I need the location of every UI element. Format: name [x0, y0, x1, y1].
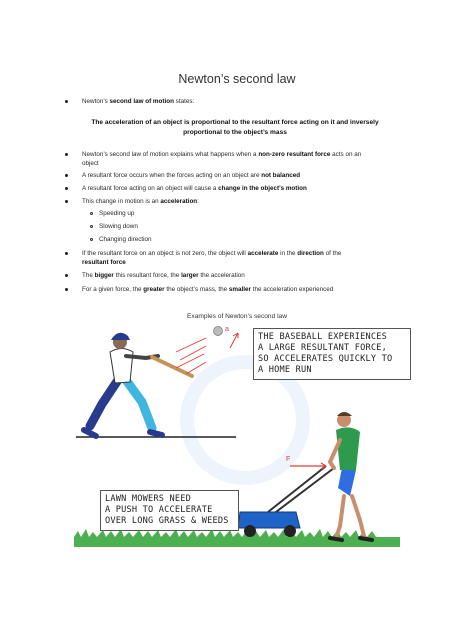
front-shoe [150, 432, 162, 435]
grass [74, 537, 400, 547]
sub-changing-direction: Changing direction [60, 235, 410, 244]
bullet-non-zero: Newton’s second law of motion explains what happens when a non-zero resultant force acts on an object [60, 150, 410, 168]
mower-wheel-back [244, 525, 256, 537]
mower-person-leg-back [336, 496, 344, 538]
figure-caption: Examples of Newton’s second law [187, 313, 287, 320]
back-shoe [84, 430, 96, 436]
acceleration-label: a [225, 326, 229, 333]
force-label: F [286, 456, 291, 463]
page-title: Newton’s second law [178, 72, 296, 86]
law-statement: The acceleration of an object is proportional to the resultant force acting on it and inversely proportional to the object’s mass [91, 119, 379, 136]
bullet-greater-mass: For a given force, the greater the object’s mass, the smaller the acceleration experienced [60, 285, 410, 294]
bullet-direction: If the resultant force on an object is not zero, the object will accelerate in the direction of the resultant force [60, 249, 410, 267]
bullet-bigger-force: The bigger this resultant force, the larger the acceleration [60, 271, 410, 280]
baseball-bat [152, 357, 192, 376]
baseball-note-box: THE BASEBALL EXPERIENCES A LARGE RESULTANT FORCE, SO ACCELERATES QUICKLY TO A HOME RUN [253, 328, 411, 380]
bullet-intro: Newton’s second law of motion states: [60, 97, 410, 106]
bullet-not-balanced: A resultant force occurs when the forces acting on an object are not balanced [60, 171, 410, 180]
mower-wheel-front [284, 525, 296, 537]
batter-helmet [111, 333, 130, 340]
back-leg [90, 380, 118, 426]
lawnmower-note-box: LAWN MOWERS NEED A PUSH TO ACCELERATE OVER LONG GRASS & WEEDS [100, 490, 239, 531]
sub-speeding-up: Speeding up [60, 209, 410, 218]
mower-person-shirt [336, 427, 360, 470]
sub-slowing-down: Slowing down [60, 222, 410, 231]
bullet-acceleration: This change in motion is an acceleration: [60, 197, 410, 206]
baseball-scene [76, 327, 238, 438]
mower-handle [272, 468, 334, 515]
batter-jersey [110, 349, 133, 384]
bullet-change-motion: A resultant force acting on an object will cause a change in the object’s motion [60, 184, 410, 193]
mower-person-shorts [338, 468, 356, 496]
baseball [214, 327, 223, 336]
mower-person-leg-front [352, 496, 364, 536]
front-leg [126, 380, 152, 428]
